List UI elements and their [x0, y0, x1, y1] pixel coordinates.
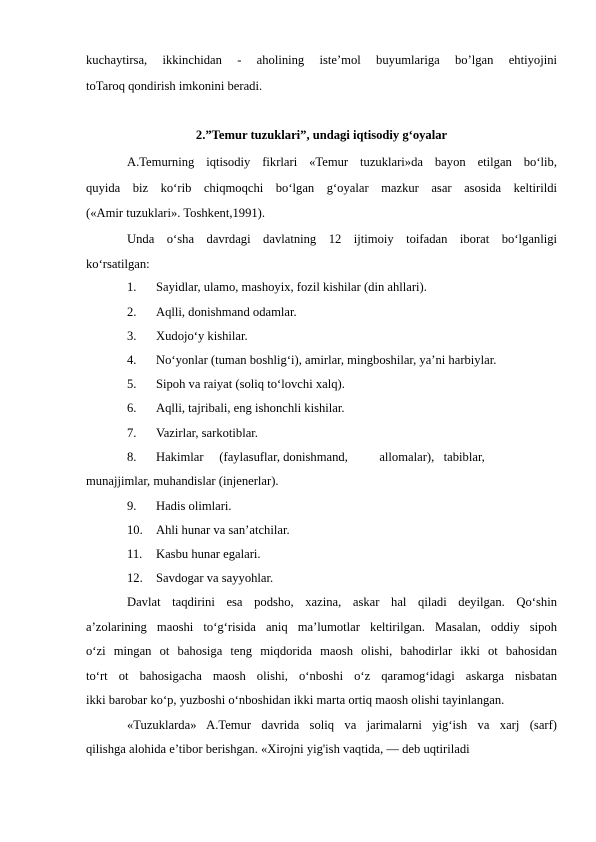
para3-line-5: ikki barobar ko‘p, yuzboshi o‘nboshidan ikki marta ortiq maosh olishi tayinlangan.	[86, 693, 505, 707]
list-item	[0, 328, 596, 344]
list-number: 5.	[127, 377, 137, 391]
list-item-continuation: munajjimlar, muhandislar (injenerlar).	[86, 474, 279, 488]
list-number: 1.	[127, 280, 137, 294]
list-text: Hadis olimlari.	[156, 499, 232, 513]
list-number: 9.	[127, 499, 137, 513]
para1-line-1: A.Temurning iqtisodiy fikrlari «Temur tuzuklari»da bayon etilgan bo‘lib,	[127, 155, 557, 169]
list-text: Aqlli, tajribali, eng ishonchli kishilar.	[156, 401, 345, 415]
para4-line-1: «Tuzuklarda» A.Temur davrida soliq va jarimalarni yig‘ish va xarj (sarf)	[127, 718, 557, 732]
para1-line-3: («Amir tuzuklari». Toshkent,1991).	[86, 206, 266, 220]
para4-line-2: qilishga alohida e’tibor berishgan. «Xirojni yig'ish vaqtida, — deb uqtiriladi	[86, 742, 470, 756]
list-item	[0, 352, 596, 368]
list-number: 11.	[127, 547, 143, 561]
para2-line-2: ko‘rsatilgan:	[86, 257, 150, 271]
list-text: Ahli hunar va san’atchilar.	[156, 523, 290, 537]
list-text: Kasbu hunar egalari.	[156, 547, 261, 561]
list-text: Vazirlar, sarkotiblar.	[156, 426, 258, 440]
list-text: Savdogar va sayyohlar.	[156, 571, 274, 585]
list-item	[0, 498, 596, 514]
list-item	[0, 449, 596, 465]
para3-line-3: o‘zi mingan ot bahosiga teng miqdorida maosh olishi, bahodirlar ikki ot bahosidan	[86, 644, 557, 658]
para1-line-2: quyida biz ko‘rib chiqmoqchi bo‘lgan g‘oyalar mazkur asar asosida keltirildi	[86, 181, 557, 195]
para2-line-1: Unda o‘sha davrdagi davlatning 12 ijtimoiy toifadan iborat bo‘lganligi	[127, 232, 557, 246]
para3-line-2: a’zolarining maoshi to‘g‘risida aniq ma’lumotlar keltirilgan. Masalan, oddiy sipoh	[86, 620, 557, 634]
list-text: No‘yonlar (tuman boshlig‘i), amirlar, mingboshilar, ya’ni harbiylar.	[156, 353, 497, 367]
list-number: 3.	[127, 329, 137, 343]
para3-line-1: Davlat taqdirini esa podsho, xazina, askar hal qiladi deyilgan. Qo‘shin	[127, 595, 557, 609]
list-item	[0, 570, 596, 586]
para3-line-4: to‘rt ot bahosigacha maosh olishi, o‘nboshi o‘z qaramog‘idagi askarga nisbatan	[86, 669, 557, 683]
list-item	[0, 400, 596, 416]
list-item	[0, 546, 596, 562]
list-number: 4.	[127, 353, 137, 367]
list-number: 7.	[127, 426, 137, 440]
list-text: Hakimlar (faylasuflar, donishmand, allomalar), tabiblar,	[156, 450, 485, 464]
list-number: 2.	[127, 305, 137, 319]
list-item	[0, 304, 596, 320]
list-item	[0, 376, 596, 392]
list-item	[0, 522, 596, 538]
list-text: Sipoh va raiyat (soliq to‘lovchi xalq).	[156, 377, 345, 391]
intro-line-2: toTaroq qondirish imkonini beradi.	[86, 79, 263, 93]
list-number: 6.	[127, 401, 137, 415]
list-text: Aqlli, donishmand odamlar.	[156, 305, 297, 319]
section-heading: 2.”Temur tuzuklari”, undagi iqtisodiy g‘oyalar	[195, 128, 448, 142]
list-number: 8.	[127, 450, 137, 464]
list-item	[0, 425, 596, 441]
intro-line-1: kuchaytirsa, ikkinchidan - aholining iste’mol buyumlariga bo’lgan ehtiyojini	[86, 53, 557, 67]
list-number: 10.	[127, 523, 143, 537]
list-text: Sayidlar, ulamo, mashoyix, fozil kishilar (din ahllari).	[156, 280, 427, 294]
list-item	[0, 279, 596, 295]
list-number: 12.	[127, 571, 143, 585]
list-text: Xudojo‘y kishilar.	[156, 329, 248, 343]
